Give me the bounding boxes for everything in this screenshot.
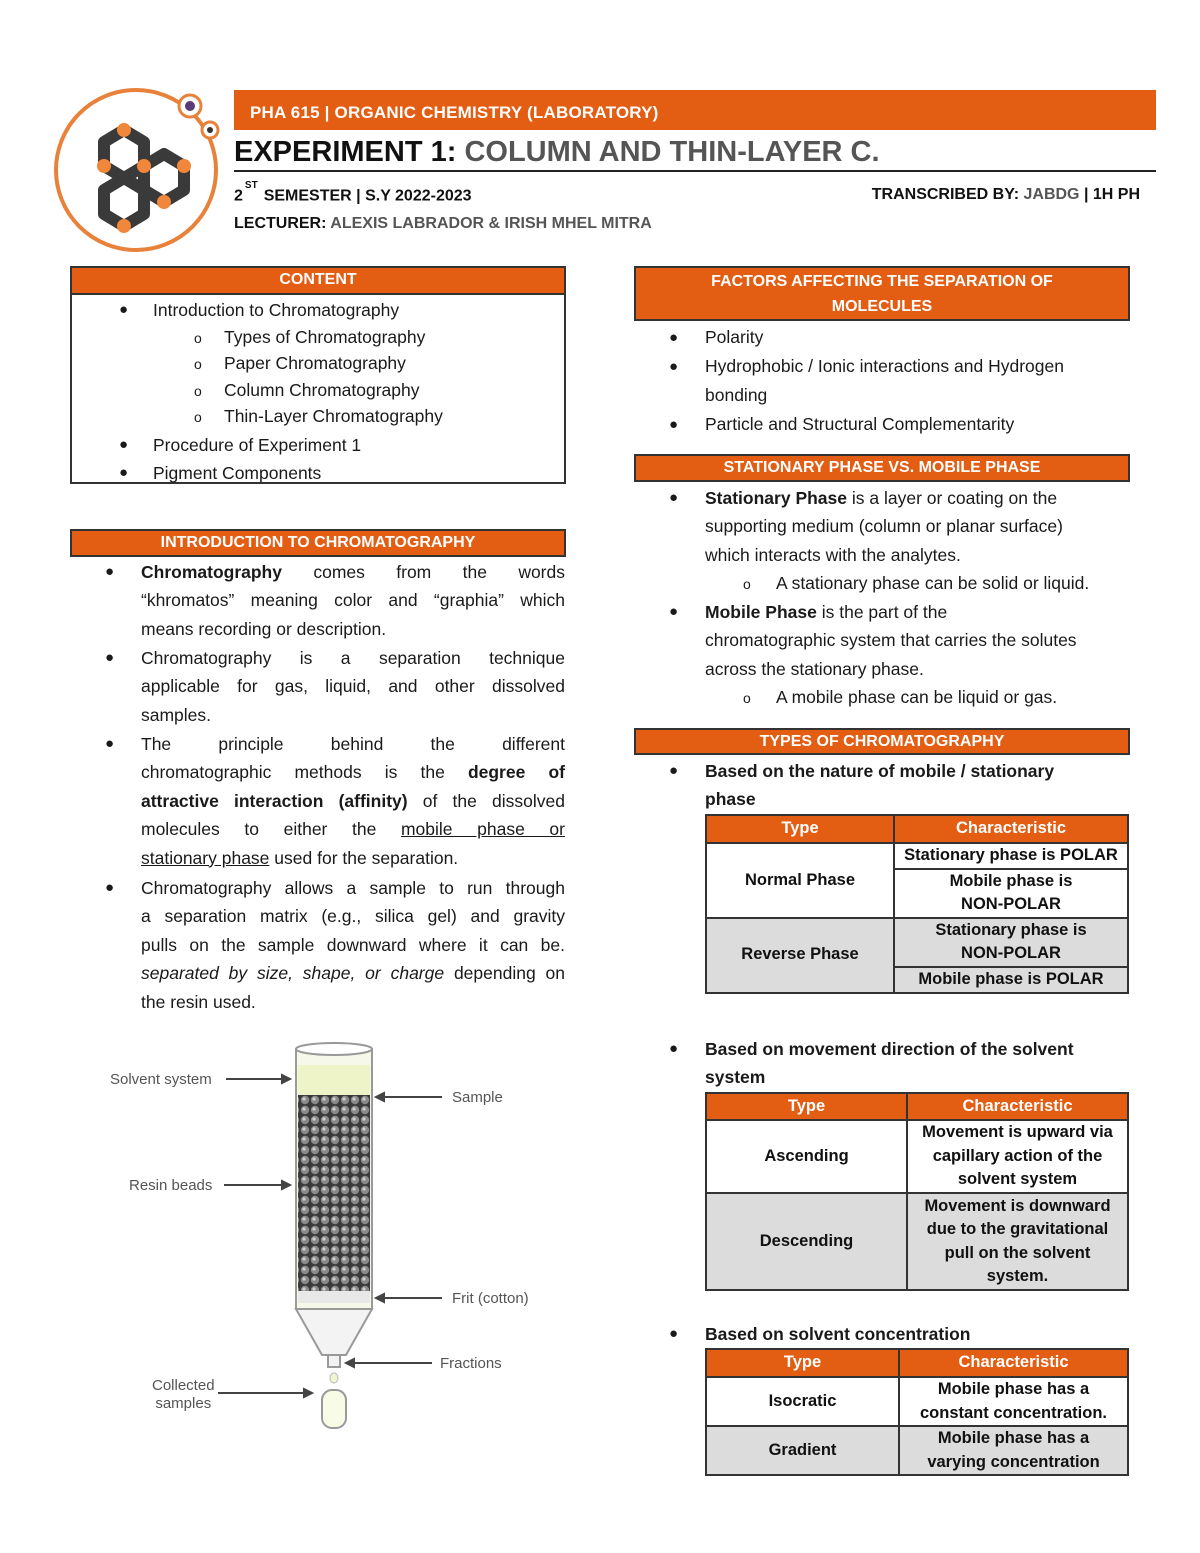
frit-label: Frit (cotton) <box>452 1290 529 1307</box>
content-box <box>70 295 566 484</box>
factor-item: ● Particle and Structural Complementarity <box>705 410 1129 439</box>
table-row <box>706 1426 1128 1475</box>
lecturer-line <box>234 215 652 233</box>
semester-line <box>234 180 1156 205</box>
bullet-icon: ● <box>669 358 679 375</box>
content-subitem: o Thin-Layer Chromatography <box>224 403 443 430</box>
nature-phase-table <box>705 814 1129 994</box>
transcribed-section: | 1H PH <box>1083 186 1140 203</box>
cell: Mobile phase is POLAR <box>894 967 1128 993</box>
table-row <box>706 1377 1128 1426</box>
department-logo <box>52 84 224 256</box>
content-item: ● Pigment Components <box>153 460 443 487</box>
bullet-icon: ● <box>669 329 679 346</box>
transcribed-label: TRANSCRIBED BY: <box>871 186 1020 203</box>
isocratic-cell: Isocratic <box>706 1377 899 1426</box>
mobile-phase-paragraph: ● Mobile Phase is the part of the chromatographic system that carries the solutes across the stationary phase. o A mobile phase can be liquid or gas. <box>705 598 1129 712</box>
intro-paragraph-3: ● The principle behind the different chromatographic methods is the degree of attractive interaction (affinity) of the dissolved molecules to either the mobile phase or stationary phase used for the separation. <box>141 730 565 872</box>
ascending-cell: Ascending <box>706 1120 907 1193</box>
content-item: ● Introduction to Chromatography <box>153 297 443 324</box>
types-basis-2: ● Based on movement direction of the solvent system <box>705 1035 1129 1092</box>
cell: Mobile phase has a varying concentration <box>899 1426 1128 1475</box>
types-header <box>634 728 1130 755</box>
intro-paragraph-4: ● Chromatography allows a sample to run through a separation matrix (e.g., silica gel) and gravity pulls on the sample downward where it can be. separated by size, shape, or charge depending on the resin used. <box>141 874 565 1016</box>
cell: Stationary phase is POLAR <box>894 843 1128 869</box>
type-column-header: Type <box>706 1093 907 1120</box>
semester-text: SEMESTER | S.Y 2022-2023 <box>263 187 472 205</box>
content-subitem: o Types of Chromatography <box>224 324 443 351</box>
column-chromatography-diagram <box>100 1035 540 1435</box>
bullet-icon: ● <box>119 301 129 318</box>
bullet-icon: ● <box>105 563 115 580</box>
type-column-header: Type <box>706 1349 899 1377</box>
gradient-cell: Gradient <box>706 1426 899 1475</box>
bullet-icon: ● <box>119 435 129 453</box>
lecturer-names: ALEXIS LABRADOR & IRISH MHEL MITRA <box>330 215 652 232</box>
transcriber-name: JABDG <box>1023 186 1080 203</box>
course-title: PHA 615 | ORGANIC CHEMISTRY (LABORATORY) <box>250 103 659 122</box>
factor-item: ● Polarity <box>705 323 1129 352</box>
movement-direction-table <box>705 1092 1129 1291</box>
table-row <box>706 918 1128 967</box>
bullet-icon: ● <box>669 1040 679 1057</box>
intro-paragraph-2: ● Chromatography is a separation technique applicable for gas, liquid, and other dissolved samples. <box>141 644 565 729</box>
circle-bullet-icon: o <box>743 690 751 707</box>
experiment-prefix: EXPERIMENT 1: <box>234 136 457 168</box>
stationary-phase-paragraph: ● Stationary Phase is a layer or coating on the supporting medium (column or planar surface) which interacts with the analytes. o A stationary phase can be solid or liquid. <box>705 484 1129 598</box>
factors-list <box>669 323 1129 439</box>
circle-bullet-icon: o <box>194 329 202 346</box>
content-item: ● Procedure of Experiment 1 <box>153 432 443 459</box>
resin-beads-label: Resin beads <box>129 1177 213 1194</box>
types-title: TYPES OF CHROMATOGRAPHY <box>759 733 1005 750</box>
table-row <box>706 1193 1128 1290</box>
content-title: CONTENT <box>279 271 357 288</box>
cell: Mobile phase is NON-POLAR <box>894 869 1128 918</box>
intro-title: INTRODUCTION TO CHROMATOGRAPHY <box>160 534 476 551</box>
factors-title-line2: MOLECULES <box>831 298 933 315</box>
type-column-header: Type <box>706 815 894 843</box>
phases-header <box>634 454 1130 482</box>
bullet-icon: ● <box>669 762 679 779</box>
lecturer-label: LECTURER: <box>234 215 327 232</box>
types-basis-1: ● Based on the nature of mobile / stationary phase <box>705 757 1129 814</box>
characteristic-column-header: Characteristic <box>907 1093 1128 1120</box>
normal-phase-cell: Normal Phase <box>706 843 894 918</box>
bullet-icon: ● <box>669 1325 679 1342</box>
bullet-icon: ● <box>119 464 129 481</box>
content-subitem: o Column Chromatography <box>224 377 443 404</box>
circle-bullet-icon: o <box>194 356 202 372</box>
circle-bullet-icon: o <box>743 576 751 593</box>
table-row <box>706 843 1128 869</box>
descending-cell: Descending <box>706 1193 907 1290</box>
bullet-icon: ● <box>669 416 679 433</box>
reverse-phase-cell: Reverse Phase <box>706 918 894 993</box>
cell: Mobile phase has a constant concentration. <box>899 1377 1128 1426</box>
factors-header <box>634 266 1130 321</box>
characteristic-column-header: Characteristic <box>899 1349 1128 1377</box>
bullet-icon: ● <box>669 489 679 506</box>
intro-paragraph-1: ● Chromatography comes from the words “khromatos” meaning color and “graphia” which means recording or description. <box>141 558 565 643</box>
experiment-title <box>234 136 1156 172</box>
cell: Movement is downward due to the gravitational pull on the solvent system. <box>907 1193 1128 1290</box>
factors-title-line1: FACTORS AFFECTING THE SEPARATION OF <box>711 273 1053 290</box>
intro-header <box>70 529 566 557</box>
fractions-label: Fractions <box>440 1355 502 1372</box>
cell: Movement is upward via capillary action of the solvent system <box>907 1120 1128 1193</box>
phases-title: STATIONARY PHASE VS. MOBILE PHASE <box>723 459 1041 476</box>
factor-item: ● Hydrophobic / Ionic interactions and Hydrogen bonding <box>705 352 1129 410</box>
types-basis-3: ● Based on solvent concentration <box>705 1320 1129 1348</box>
circle-bullet-icon: o <box>194 382 202 399</box>
sample-label: Sample <box>452 1089 503 1106</box>
course-banner <box>234 90 1156 130</box>
characteristic-column-header: Characteristic <box>894 815 1128 843</box>
circle-bullet-icon: o <box>194 409 202 425</box>
cell: Stationary phase is NON-POLAR <box>894 918 1128 967</box>
bullet-icon: ● <box>105 735 115 752</box>
bullet-icon: ● <box>105 879 115 896</box>
bullet-icon: ● <box>105 649 115 666</box>
experiment-name: COLUMN AND THIN-LAYER C. <box>464 136 880 168</box>
bullet-icon: ● <box>669 603 679 620</box>
solvent-concentration-table <box>705 1348 1129 1476</box>
transcribed-by <box>872 186 1140 204</box>
collected-samples-label: Collected samples <box>152 1377 215 1412</box>
content-subitem: o Paper Chromatography <box>224 350 443 377</box>
table-row <box>706 1120 1128 1193</box>
solvent-system-label: Solvent system <box>110 1071 212 1088</box>
semester-number: 2 <box>234 187 243 205</box>
semester-suffix: ST <box>244 180 258 191</box>
content-header <box>70 266 566 295</box>
